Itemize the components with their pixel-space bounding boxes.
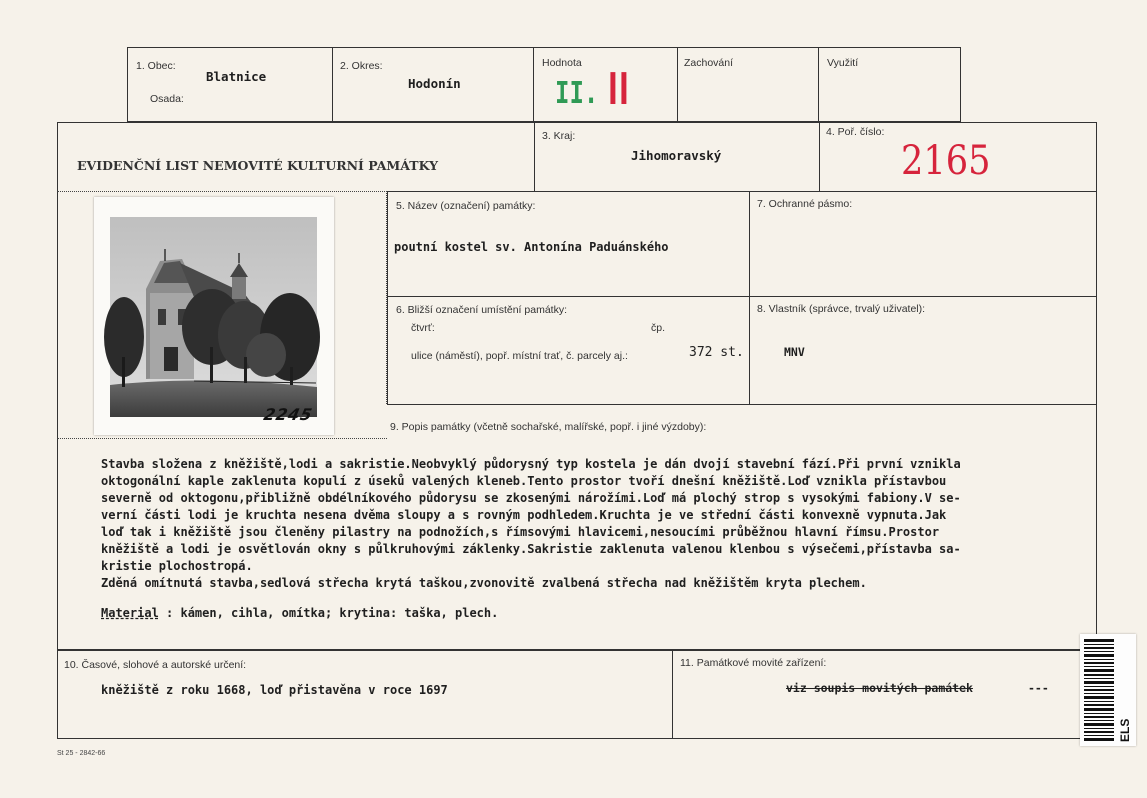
description-line: Stavba složena z kněžiště,lodi a sakristie.Neobvyklý půdorysný typ kostela je dán dvojí stavební fází.Při první vznikla [101, 457, 961, 471]
description-line: severně od oktogonu,přibližně obdélníkového půdorysu se zkosenými nárožími.Loď má plochý strop s vysokými fabiony.V se- [101, 491, 961, 505]
material-text: : kámen, cihla, omítka; krytina: taška, plech. [158, 606, 499, 620]
vlastnik-label: 8. Vlastník (správce, trvalý uživatel): [757, 303, 926, 315]
description-line: kristie plochostropá. [101, 559, 253, 573]
okres-value: Hodonín [408, 76, 461, 91]
cp-label: čp. [651, 322, 666, 334]
hodnota-mark: II [608, 64, 631, 115]
zachovani-label: Zachování [684, 57, 734, 69]
hodnota-value: II. [555, 76, 599, 111]
material-line [101, 602, 498, 622]
stamp-text: ELS [1118, 718, 1132, 742]
ctvrt-label: čtvrť: [411, 322, 435, 334]
zarizeni-dash: --- [1028, 681, 1049, 695]
obec-label: 1. Obec: [136, 60, 176, 72]
material-label: Material [101, 606, 159, 620]
popis-label: 9. Popis památky (včetně sochařské, malířské, popř. i jiné výzdoby): [390, 421, 707, 433]
description-line: oktogonální kaple zaklenuta kopulí z úseků valených kleneb.Tento prostor tvoří dnešní kněžiště.Loď vznikla přístavbou [101, 474, 947, 488]
description-line: loď tak i kněžiště jsou členěny pilastry na podnožích,s římsovými hlavicemi,nesoucími průběžnou hlavní římsu.Prostor [101, 525, 940, 539]
vlastnik-value: MNV [784, 345, 805, 359]
hodnota-label: Hodnota [542, 57, 582, 69]
kraj-value: Jihomoravský [631, 148, 722, 163]
cislo-label: 4. Poř. číslo: [826, 126, 885, 138]
description-line: kněžiště a lodi je osvětlován okny s půlkruhovými záklenky.Sakristie zaklenuta valenou klenbou s výsečemi,přístavba sa- [101, 542, 961, 556]
obec-value: Blatnice [206, 69, 267, 84]
pasmo-label: 7. Ochranné pásmo: [757, 198, 853, 210]
description-line: Zděná omítnutá stavba,sedlová střecha krytá taškou,zvonovitě zvalbená střecha nad kněžištěm kryta plechem. [101, 576, 867, 590]
nazev-label: 5. Název (označení) památky: [396, 200, 536, 212]
urceni-value: kněžiště z roku 1668, loď přistavěna v roce 1697 [101, 683, 448, 697]
ulice-label: ulice (náměstí), popř. místní trať, č. parcely aj.: [411, 350, 628, 362]
urceni-label: 10. Časové, slohové a autorské určení: [64, 659, 247, 671]
form-code: St 25 - 2842-66 [57, 750, 106, 757]
monument-photo [94, 197, 334, 435]
kraj-label: 3. Kraj: [542, 130, 576, 142]
osada-label: Osada: [150, 93, 184, 105]
zarizeni-label: 11. Památkové movité zařízení: [680, 657, 827, 669]
parcela-value: 372 st. [689, 345, 744, 360]
barcode-sticker [1080, 634, 1136, 746]
blizsi-label: 6. Bližší označení umístění památky: [396, 304, 567, 316]
cislo-value: 2165 [901, 138, 991, 184]
barcode-icon [1084, 639, 1114, 741]
description-line: verní části lodi je kruchta nesena dvěma sloupy a s rovným podhledem.Kruchta je ve střední části konvexně vypnuta.Jak [101, 508, 947, 522]
okres-label: 2. Okres: [340, 60, 383, 72]
nazev-value: poutní kostel sv. Antonína Paduánského [394, 240, 669, 254]
zarizeni-value: viz soupis movitých památek [786, 681, 973, 695]
form-title: EVIDENČNÍ LIST NEMOVITÉ KULTURNÍ PAMÁTKY [77, 158, 439, 173]
vyuziti-label: Využití [827, 57, 859, 69]
photo-caption: 2245 [261, 405, 315, 424]
